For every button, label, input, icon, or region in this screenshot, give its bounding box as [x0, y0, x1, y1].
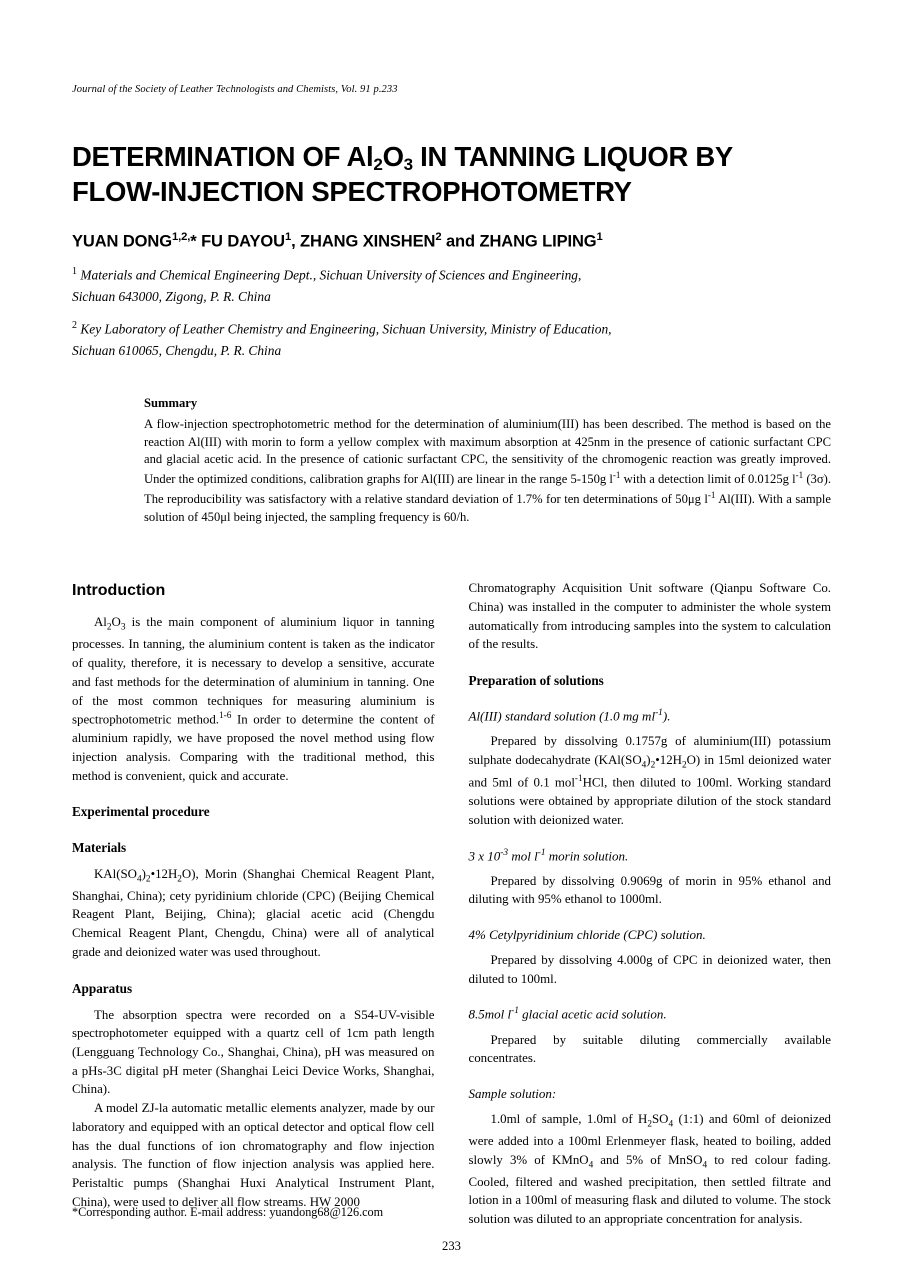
affiliation-1: $^1$ Materials and Chemical Engineering Dept., Sichuan University of Sciences and Engineering, Sichuan 643000, Zigong, P. R. China: [72, 265, 582, 305]
apparatus-paragraph-2: A model ZJ-la automatic metallic elements analyzer, made by our laboratory and equipped with an optical detector and optical flow cell has the dual functions of ion chromatography and flow injection analysis. The function of flow injection analysis was applied here. Peristaltic pumps (Shanghai Huxi Analytical Instrument Plant, China), were used to deliver all flow streams. HW 2000: [72, 1101, 435, 1209]
affiliation-2-line2: Sichuan 610065, Chengdu, P. R. China: [72, 342, 282, 358]
affiliation-1-line2: Sichuan 643000, Zigong, P. R. China: [72, 289, 271, 305]
materials-paragraph: $KAl(SO_4)_2•12H_2O$), Morin (Shanghai Chemical Reagent Plant, Shanghai, China); cety pyridinium chloride (CPC) (Beijing Chemical Reagent Plant, Beijing, China); glacial acetic acid (Chengdu Chemical Reagent Plant, Chengdu, China) were all of analytical grade and deionized water was used throughout.: [72, 866, 435, 959]
summary-text: A flow-injection spectrophotometric method for the determination of aluminium(III) has been described. The method is based on the reaction Al(III) with morin to form a yellow complex with maximum absorption at 425nm in the presence of cationic surfactant CPC and glacial acetic acid. In the presence of cationic surfactant CPC, the sensitivity of the chromogenic reaction was greatly improved. Under the optimized conditions, calibration graphs for Al(III) are linear in the range 5-150g $l^{-1}$ with a detection limit of 0.0125g $l^{-1}$ (3σ). The reproducibility was satisfactory with a relative standard deviation of 1.7% for ten determinations of 50μg $l^{-1}$ Al(III). With a sample solution of 450μl being injected, the sampling frequency is 60/h.: [144, 416, 832, 525]
right-column: [469, 579, 832, 1228]
page-title: [72, 139, 831, 209]
section-heading-experimental: Experimental procedure: [72, 804, 210, 820]
intro-paragraph: $Al_2O_3$ is the main component of aluminium liquor in tanning processes. In tanning, the aluminium content is taken as the indicator of quality, therefore, it is necessary to develop a sensitive, accurate and fast methods for the determination of aluminium in tanning. One of the most common techniques for measuring aluminium is spectrophotometric method.$^{1-6}$ In order to determine the content of aluminium rapidly, we have proposed the novel method using flow injection analysis. Comparing with the traditional method, this method is convenient, quick and accurate.: [72, 615, 435, 783]
section-heading-preparation: Preparation of solutions: [468, 673, 604, 689]
page-number: 233: [442, 1239, 461, 1253]
corresponding-author-footnote: *Corresponding author. E-mail address: yuandong68@126.com: [72, 1205, 384, 1219]
sample-solution-paragraph: 1.0ml of sample, 1.0ml of $H_2SO_4$ (1:1) and 60ml of deionized were added into a 100ml Erlenmeyer flask, heated to boiling, added slowly 3% of KMnO$_4$ and 5% of MnSO$_4$ to red colour fading. Cooled, filtered and washed precipitation, then settled filtrate and lotion in a 100ml of measuring flask and diluted to volume. The stock solution was diluted to an appropriate concentration for analysis.: [468, 1111, 832, 1226]
section-heading-apparatus: Apparatus: [72, 980, 133, 996]
apparatus-paragraph-1: The absorption spectra were recorded on a S54-UV-visible spectrophotometer equipped with a quartz cell of 1cm path length (Lengguang Technology Co., Shanghai, China), pH was measured on a pHs-3C digital pH meter (Shanghai Leici Device Works, Shanghai, China).: [72, 1007, 435, 1097]
title-sub-2: 2: [373, 155, 383, 175]
affiliation-2-line1: Key Laboratory of Leather Chemistry and Engineering, Sichuan University, Ministry of Education,: [80, 321, 612, 337]
affiliation-1-line1: Materials and Chemical Engineering Dept., Sichuan University of Sciences and Engineering,: [80, 267, 582, 283]
morin-solution-paragraph: Prepared by dissolving 0.9069g of morin in 95% ethanol and diluting with 95% ethanol to 1000ml.: [468, 873, 831, 907]
summary-heading: Summary: [144, 395, 198, 410]
subheading-standard-solution: Al(III) standard solution (1.0 mg $ml^{-1}$).: [468, 708, 671, 724]
title-part-2: O: [382, 141, 404, 172]
title-part-3: IN TANNING LIQUOR BY: [412, 141, 733, 172]
summary-block: [144, 396, 831, 528]
affiliation-2: $^2$ Key Laboratory of Leather Chemistry and Engineering, Sichuan University, Ministry of Education, Sichuan 610065, Chengdu, P. R. China: [72, 319, 612, 358]
title-part-1: DETERMINATION OF Al: [72, 141, 374, 172]
subheading-sample-solution: Sample solution:: [468, 1085, 557, 1101]
title-sub-3: 3: [403, 155, 413, 175]
journal-header: Journal of the Society of Leather Technologists and Chemists, Vol. 91 p.233: [72, 84, 398, 95]
cpc-solution-paragraph: Prepared by dissolving 4.000g of CPC in deionized water, then diluted to 100ml.: [468, 952, 831, 986]
section-heading-materials: Materials: [72, 839, 127, 855]
acetic-acid-paragraph: Prepared by suitable diluting commercially available concentrates.: [468, 1032, 831, 1066]
subheading-cpc-solution: 4% Cetylpyridinium chloride (CPC) solution.: [468, 927, 706, 943]
standard-solution-paragraph: Prepared by dissolving 0.1757g of aluminium(III) potassium sulphate dodecahydrate $(KAl(SO_4)_2•12H_2O)$ in 15ml deionized water and 5ml of 0.1 mol$^{-1}$HCl, then diluted to 100ml. Working standard solutions were obtained by appropriate dilution of the stock standard solution with deionized water.: [468, 734, 831, 827]
body-columns: [72, 579, 831, 1228]
subheading-acetic-acid-solution: 8.5mol $l^{-1}$ glacial acetic acid solution.: [468, 1006, 667, 1022]
continuation-paragraph: Chromatography Acquisition Unit software (Qianpu Software Co. China) was installed in the computer to administer the whole system automatically from introducing samples into the system to calculation of the results.: [468, 581, 831, 652]
title-line-2: FLOW-INJECTION SPECTROPHOTOMETRY: [72, 176, 632, 208]
section-heading-introduction: Introduction: [72, 582, 166, 600]
authors-list: YUAN $DONG^{1,2,}*$ FU DAYOU$^1$, ZHANG XINSHEN$^2$ and ZHANG LIPING$^1$: [72, 231, 603, 251]
subheading-morin-solution: 3 x $10^{-3}$ mol $l^{-1}$ morin solution.: [468, 847, 629, 863]
left-column: [72, 579, 435, 1228]
